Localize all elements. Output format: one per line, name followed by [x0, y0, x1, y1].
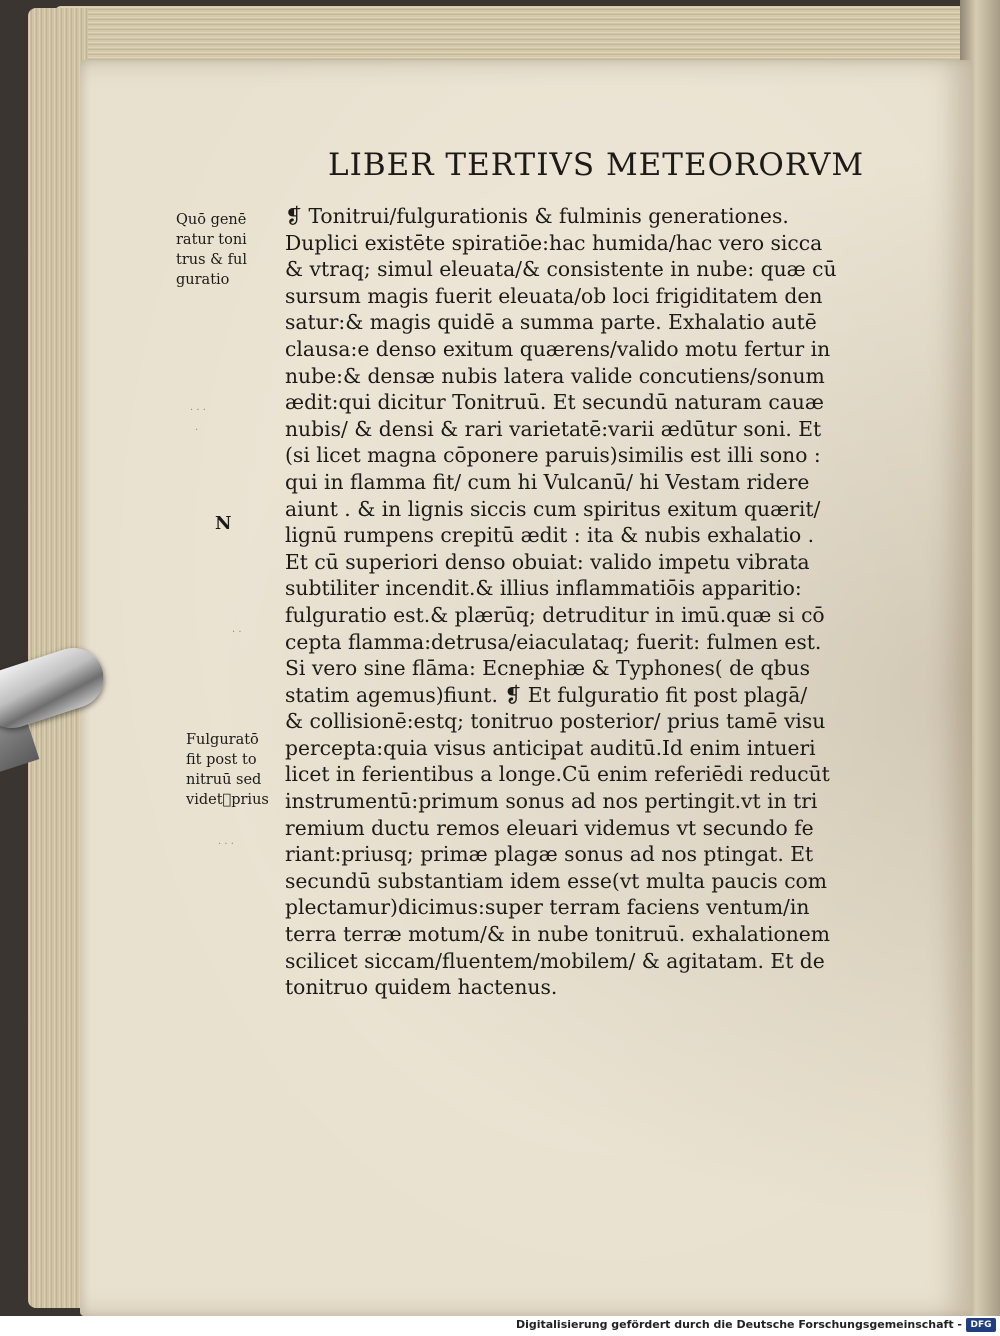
margin-note-line: ratur toni — [176, 232, 247, 248]
dfg-logo-icon: DFG — [966, 1318, 996, 1332]
margin-mark-n: N — [215, 513, 232, 534]
text-line: instrumentū:primum sonus ad nos pertingit.vt in tri — [285, 789, 818, 814]
text-line: statim agemus)fiunt. ❡ Et fulguratio fit post plagā/ — [285, 682, 808, 707]
text-line: qui in flamma fit/ cum hi Vulcanū/ hi Vestam ridere — [285, 469, 810, 494]
faint-mark: · · · — [218, 839, 234, 850]
text-line: & collisionē:estq; tonitruo posterior/ prius tamē visu — [285, 709, 826, 734]
text-line: secundū substantiam idem esse(vt multa paucis com — [285, 868, 827, 893]
faint-mark: · · — [232, 627, 242, 638]
text-line: satur:& magis quidē a summa parte. Exhalatio autē — [285, 310, 817, 335]
text-line: nube:& densæ nubis latera valide concutiens/sonum — [285, 363, 825, 388]
text-line: Duplici existēte spiratiōe:hac humida/hac vero sicca — [285, 230, 823, 255]
page-running-title: LIBER TERTIVS METEORORVM — [328, 147, 865, 183]
text-line: remium ductu remos eleuari videmus vt secundo fe — [285, 815, 814, 840]
text-line: percepta:quia visus anticipat auditū.Id enim intueri — [285, 735, 816, 760]
text-line: & vtraq; simul eleuata/& consistente in nube: quæ cū — [285, 257, 837, 282]
text-line: Si vero sine flāma: Ecnephiæ & Typhones( de qbus — [285, 656, 810, 681]
text-line: nubis/ & densi & rari varietatē:varii ædūtur soni. Et — [285, 416, 822, 441]
main-text — [285, 203, 895, 1001]
text-line: scilicet siccam/fluentem/mobilem/ & agitatam. Et de — [285, 948, 825, 973]
text-line: lignū rumpens crepitū ædit : ita & nubis exhalatio . — [285, 523, 815, 548]
text-line: ❡ Tonitrui/fulgurationis & fulminis generationes. — [285, 204, 789, 228]
margin-note-lightning — [186, 730, 286, 810]
text-line: Et cū superiori denso obuiat: valido impetu vibrata — [285, 549, 810, 574]
faint-mark: · — [195, 425, 199, 436]
text-line: riant:priusq; primæ plagæ sonus ad nos ptingat. Et — [285, 842, 814, 867]
margin-note-line: trus & ful — [176, 252, 248, 268]
text-line: fulguratio est.& plærūq; detruditur in imū.quæ si cō — [285, 602, 825, 627]
book-top-edge — [55, 6, 975, 66]
text-line: terra terræ motum/& in nube tonitruū. exhalationem — [285, 922, 830, 947]
margin-note-line: guratio — [176, 272, 230, 288]
text-line: plectamur)dicimus:super terram faciens ventum/in — [285, 895, 810, 920]
margin-note-thunder — [176, 210, 276, 290]
text-line: cepta flamma:detrusa/eiaculataq; fuerit: fulmen est. — [285, 629, 822, 654]
margin-note-line: fit post to — [186, 752, 257, 768]
text-line: (si licet magna cōponere paruis)similis est illi sono : — [285, 443, 821, 468]
digitization-credit: Digitalisierung gefördert durch die Deutsche Forschungsgemeinschaft - — [515, 1318, 962, 1331]
text-line: clausa:e denso exitum quærens/valido motu fertur in — [285, 336, 831, 361]
text-line: aiunt . & in lignis siccis cum spiritus exitum quærit/ — [285, 496, 821, 521]
text-line: sursum magis fuerit eleuata/ob loci frigiditatem den — [285, 283, 823, 308]
margin-note-line: nitruū sed — [186, 772, 262, 788]
text-line: licet in ferientibus a longe.Cū enim referiēdi reducūt — [285, 762, 830, 787]
margin-note-line: Quō genē — [176, 212, 247, 228]
text-line: subtiliter incendit.& illius inflammatiōis apparitio: — [285, 576, 802, 601]
faint-mark: · · · — [190, 405, 206, 416]
margin-note-line: Fulguratō — [186, 732, 259, 748]
margin-note-line: videtᷓprius — [186, 792, 269, 808]
text-line: tonitruo quidem hactenus. — [285, 975, 558, 1000]
text-line: ædit:qui dicitur Tonitruū. Et secundū naturam cauæ — [285, 390, 824, 415]
